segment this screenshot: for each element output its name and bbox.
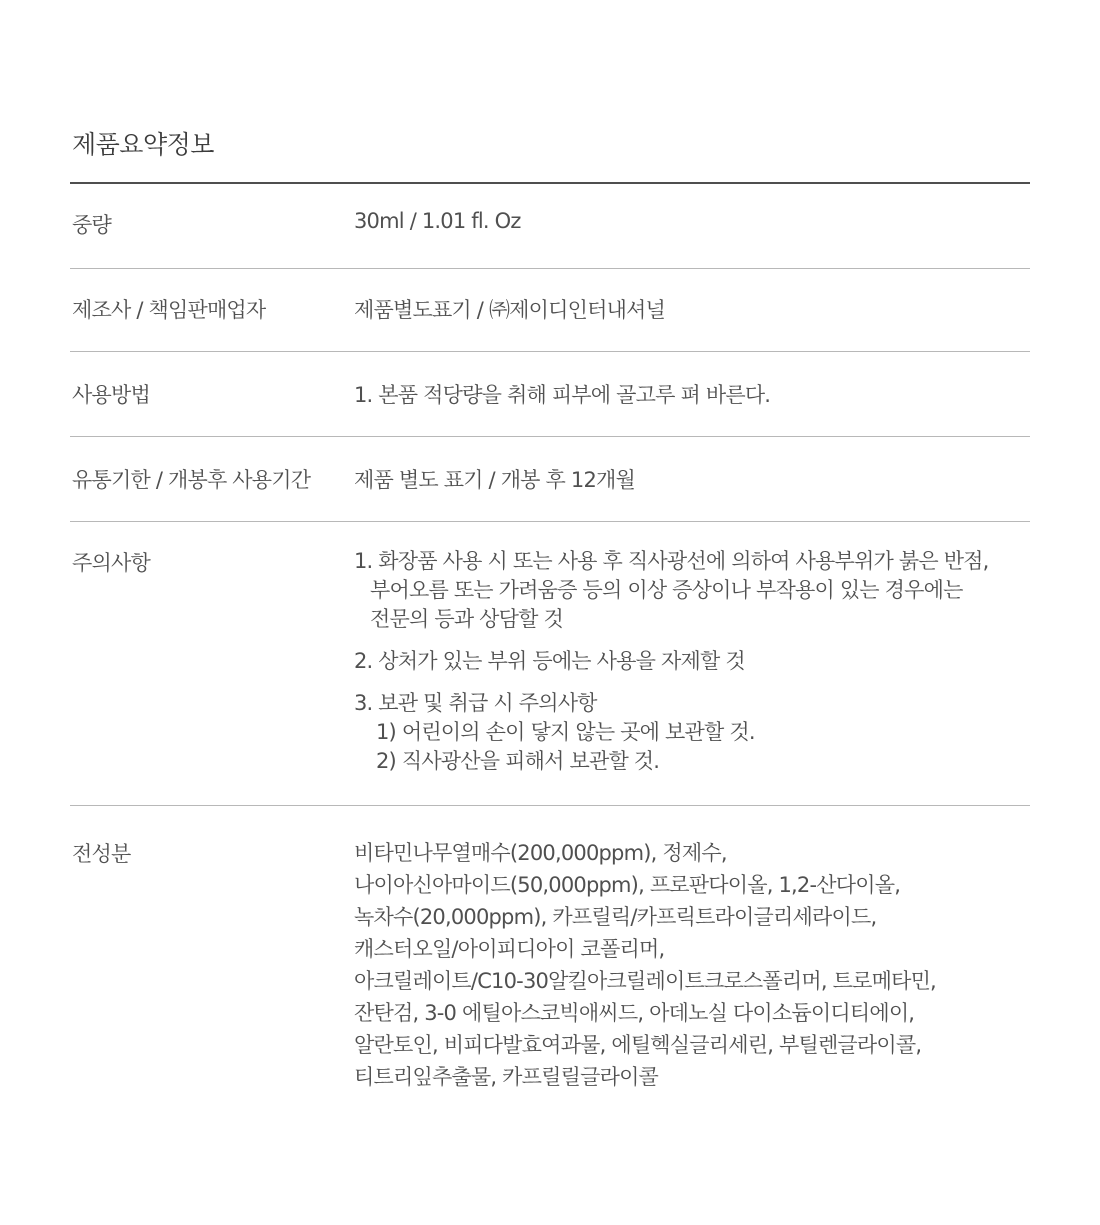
ingredient-line: 티트리잎추출물, 카프릴릴글라이콜	[354, 1065, 659, 1089]
ingredient-line: 녹차수(20,000ppm), 카프릴릭/카프릭트라이글리세라이드,	[354, 905, 877, 929]
ingredients-list	[354, 837, 936, 1093]
row-manufacturer	[70, 269, 1030, 352]
expiry-label: 유통기한 / 개봉후 사용기간	[72, 468, 311, 492]
section-title: 제품요약정보	[72, 130, 214, 159]
caution-line: 2) 직사광산을 피해서 보관할 것.	[376, 749, 660, 773]
manufacturer-value: 제품별도표기 / ㈜제이디인터내셔널	[354, 298, 666, 322]
caution-line: 3. 보관 및 취급 시 주의사항	[354, 691, 597, 715]
ingredient-line: 아크릴레이트/C10-30알킬아크릴레이트크로스폴리머, 트로메타민,	[354, 969, 936, 993]
ingredient-line: 잔탄검, 3-0 에틸아스코빅애씨드, 아데노실 다이소듐이디티에이,	[354, 1001, 915, 1025]
usage-value: 1. 본품 적당량을 취해 피부에 골고루 펴 바른다.	[354, 383, 771, 407]
row-ingredients	[70, 806, 1030, 1106]
caution-line: 2. 상처가 있는 부위 등에는 사용을 자제할 것	[354, 649, 745, 673]
usage-label: 사용방법	[72, 383, 150, 407]
caution-line: 전문의 등과 상담할 것	[370, 607, 563, 631]
caution-item	[354, 547, 989, 634]
weight-value: 30ml / 1.01 fl. Oz	[354, 209, 521, 233]
product-info-table	[70, 182, 1030, 1106]
ingredient-line: 캐스터오일/아이피디아이 코폴리머,	[354, 937, 665, 961]
cautions-label: 주의사항	[72, 551, 150, 575]
ingredient-line: 비타민나무열매수(200,000ppm), 정제수,	[354, 841, 727, 865]
ingredients-label: 전성분	[72, 842, 131, 866]
caution-line: 1) 어린이의 손이 닿지 않는 곳에 보관할 것.	[376, 720, 755, 744]
row-usage	[70, 352, 1030, 437]
caution-line: 부어오름 또는 가려움증 등의 이상 증상이나 부작용이 있는 경우에는	[370, 578, 963, 602]
row-weight	[70, 184, 1030, 269]
ingredient-line: 알란토인, 비피다발효여과물, 에틸헥실글리세린, 부틸렌글라이콜,	[354, 1033, 922, 1057]
caution-line: 1. 화장품 사용 시 또는 사용 후 직사광선에 의하여 사용부위가 붉은 반점,	[354, 549, 989, 573]
manufacturer-label: 제조사 / 책임판매업자	[72, 298, 266, 322]
caution-item	[354, 647, 989, 676]
row-expiry	[70, 437, 1030, 522]
ingredient-line: 나이아신아마이드(50,000ppm), 프로판다이올, 1,2-산다이올,	[354, 873, 901, 897]
row-cautions	[70, 522, 1030, 806]
cautions-list	[354, 547, 989, 789]
weight-label: 중량	[72, 213, 111, 237]
expiry-value: 제품 별도 표기 / 개봉 후 12개월	[354, 468, 635, 492]
caution-item	[354, 689, 989, 776]
